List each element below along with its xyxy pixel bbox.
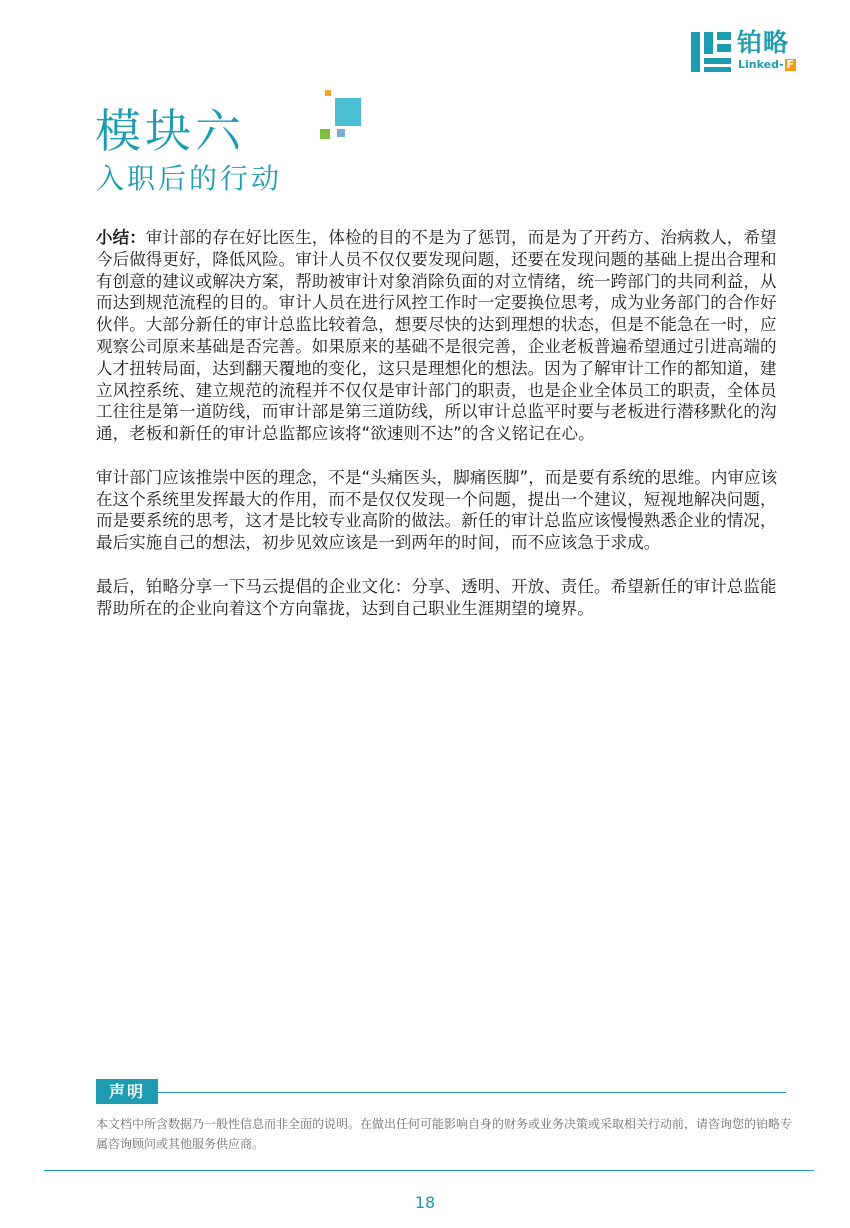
declaration-divider bbox=[158, 1092, 786, 1093]
paragraph-summary bbox=[96, 227, 786, 445]
paragraph-text: 最后，铂略分享一下马云提倡的企业文化：分享、透明、开放、责任。希望新任的审计总监能帮助所在的企业向着这个方向靠拢，达到自己职业生涯期望的境界。 bbox=[96, 576, 777, 618]
paragraph-text: 审计部的存在好比医生，体检的目的不是为了惩罚，而是为了开药方、治病救人，希望今后做得更好，降低风险。审计人员不仅仅要发现问题，还要在发现问题的基础上提出合理和有创意的建议或解决方案，帮助被审计对象消除负面的对立情绪，统一跨部门的共同利益，从而达到规范流程的目的。审计人员在进行风控工作时一定要换位思考，成为业务部门的合作好伙伴。大部分新任的审计总监比较着急，想要尽快的达到理想的状态，但是不能急在一时，应观察公司原来基础是否完善。如果原来的基础不是很完善，企业老板普遍希望通过引进高端的人才扭转局面，达到翻天覆地的变化，这只是理想化的想法。因为了解审计工作的都知道，建立风控系统、建立规范的流程并不仅仅是审计部门的职责，也是企业全体员工的职责，全体员工往往是第一道防线，而审计部是第三道防线，所以审计总监平时要与老板进行潜移默化的沟通，老板和新任的审计总监都应该将“欲速则不达”的含义铭记在心。 bbox=[96, 228, 777, 444]
module-title: 模块六 bbox=[95, 104, 245, 158]
brand-name-cn: 铂略 bbox=[737, 28, 790, 57]
decor-square-green bbox=[320, 129, 330, 139]
module-subtitle: 入职后的行动 bbox=[96, 162, 283, 195]
decor-square-orange bbox=[325, 90, 331, 96]
declaration-header bbox=[96, 1079, 158, 1104]
summary-label: 小结： bbox=[96, 228, 146, 247]
brand-logo-mark-icon bbox=[691, 32, 731, 72]
body-content bbox=[96, 227, 786, 641]
brand-name-en: Linked- F bbox=[738, 58, 795, 71]
brand-logo bbox=[691, 30, 811, 74]
page-number: 18 bbox=[414, 1193, 436, 1212]
decor-square-blue bbox=[337, 129, 345, 137]
declaration-label: 声明 bbox=[108, 1082, 145, 1101]
paragraph-text: 审计部门应该推崇中医的理念，不是“头痛医头，脚痛医脚”，而是要有系统的思维。内审应该在这个系统里发挥最大的作用，而不是仅仅发现一个问题，提出一个建议，短视地解决问题，而是要系统的思考，这才是比较专业高阶的做法。新任的审计总监应该慢慢熟悉企业的情况，最后实施自己的想法，初步见效应该是一到两年的时间，而不应该急于求成。 bbox=[96, 467, 778, 553]
declaration-text: 本文档中所含数据乃一般性信息而非全面的说明。在做出任何可能影响自身的财务或业务决策或采取相关行动前，请咨询您的铂略专属咨询顾问或其他服务供应商。 bbox=[96, 1117, 793, 1151]
footer-divider bbox=[44, 1170, 814, 1171]
decor-square-teal bbox=[335, 98, 361, 126]
